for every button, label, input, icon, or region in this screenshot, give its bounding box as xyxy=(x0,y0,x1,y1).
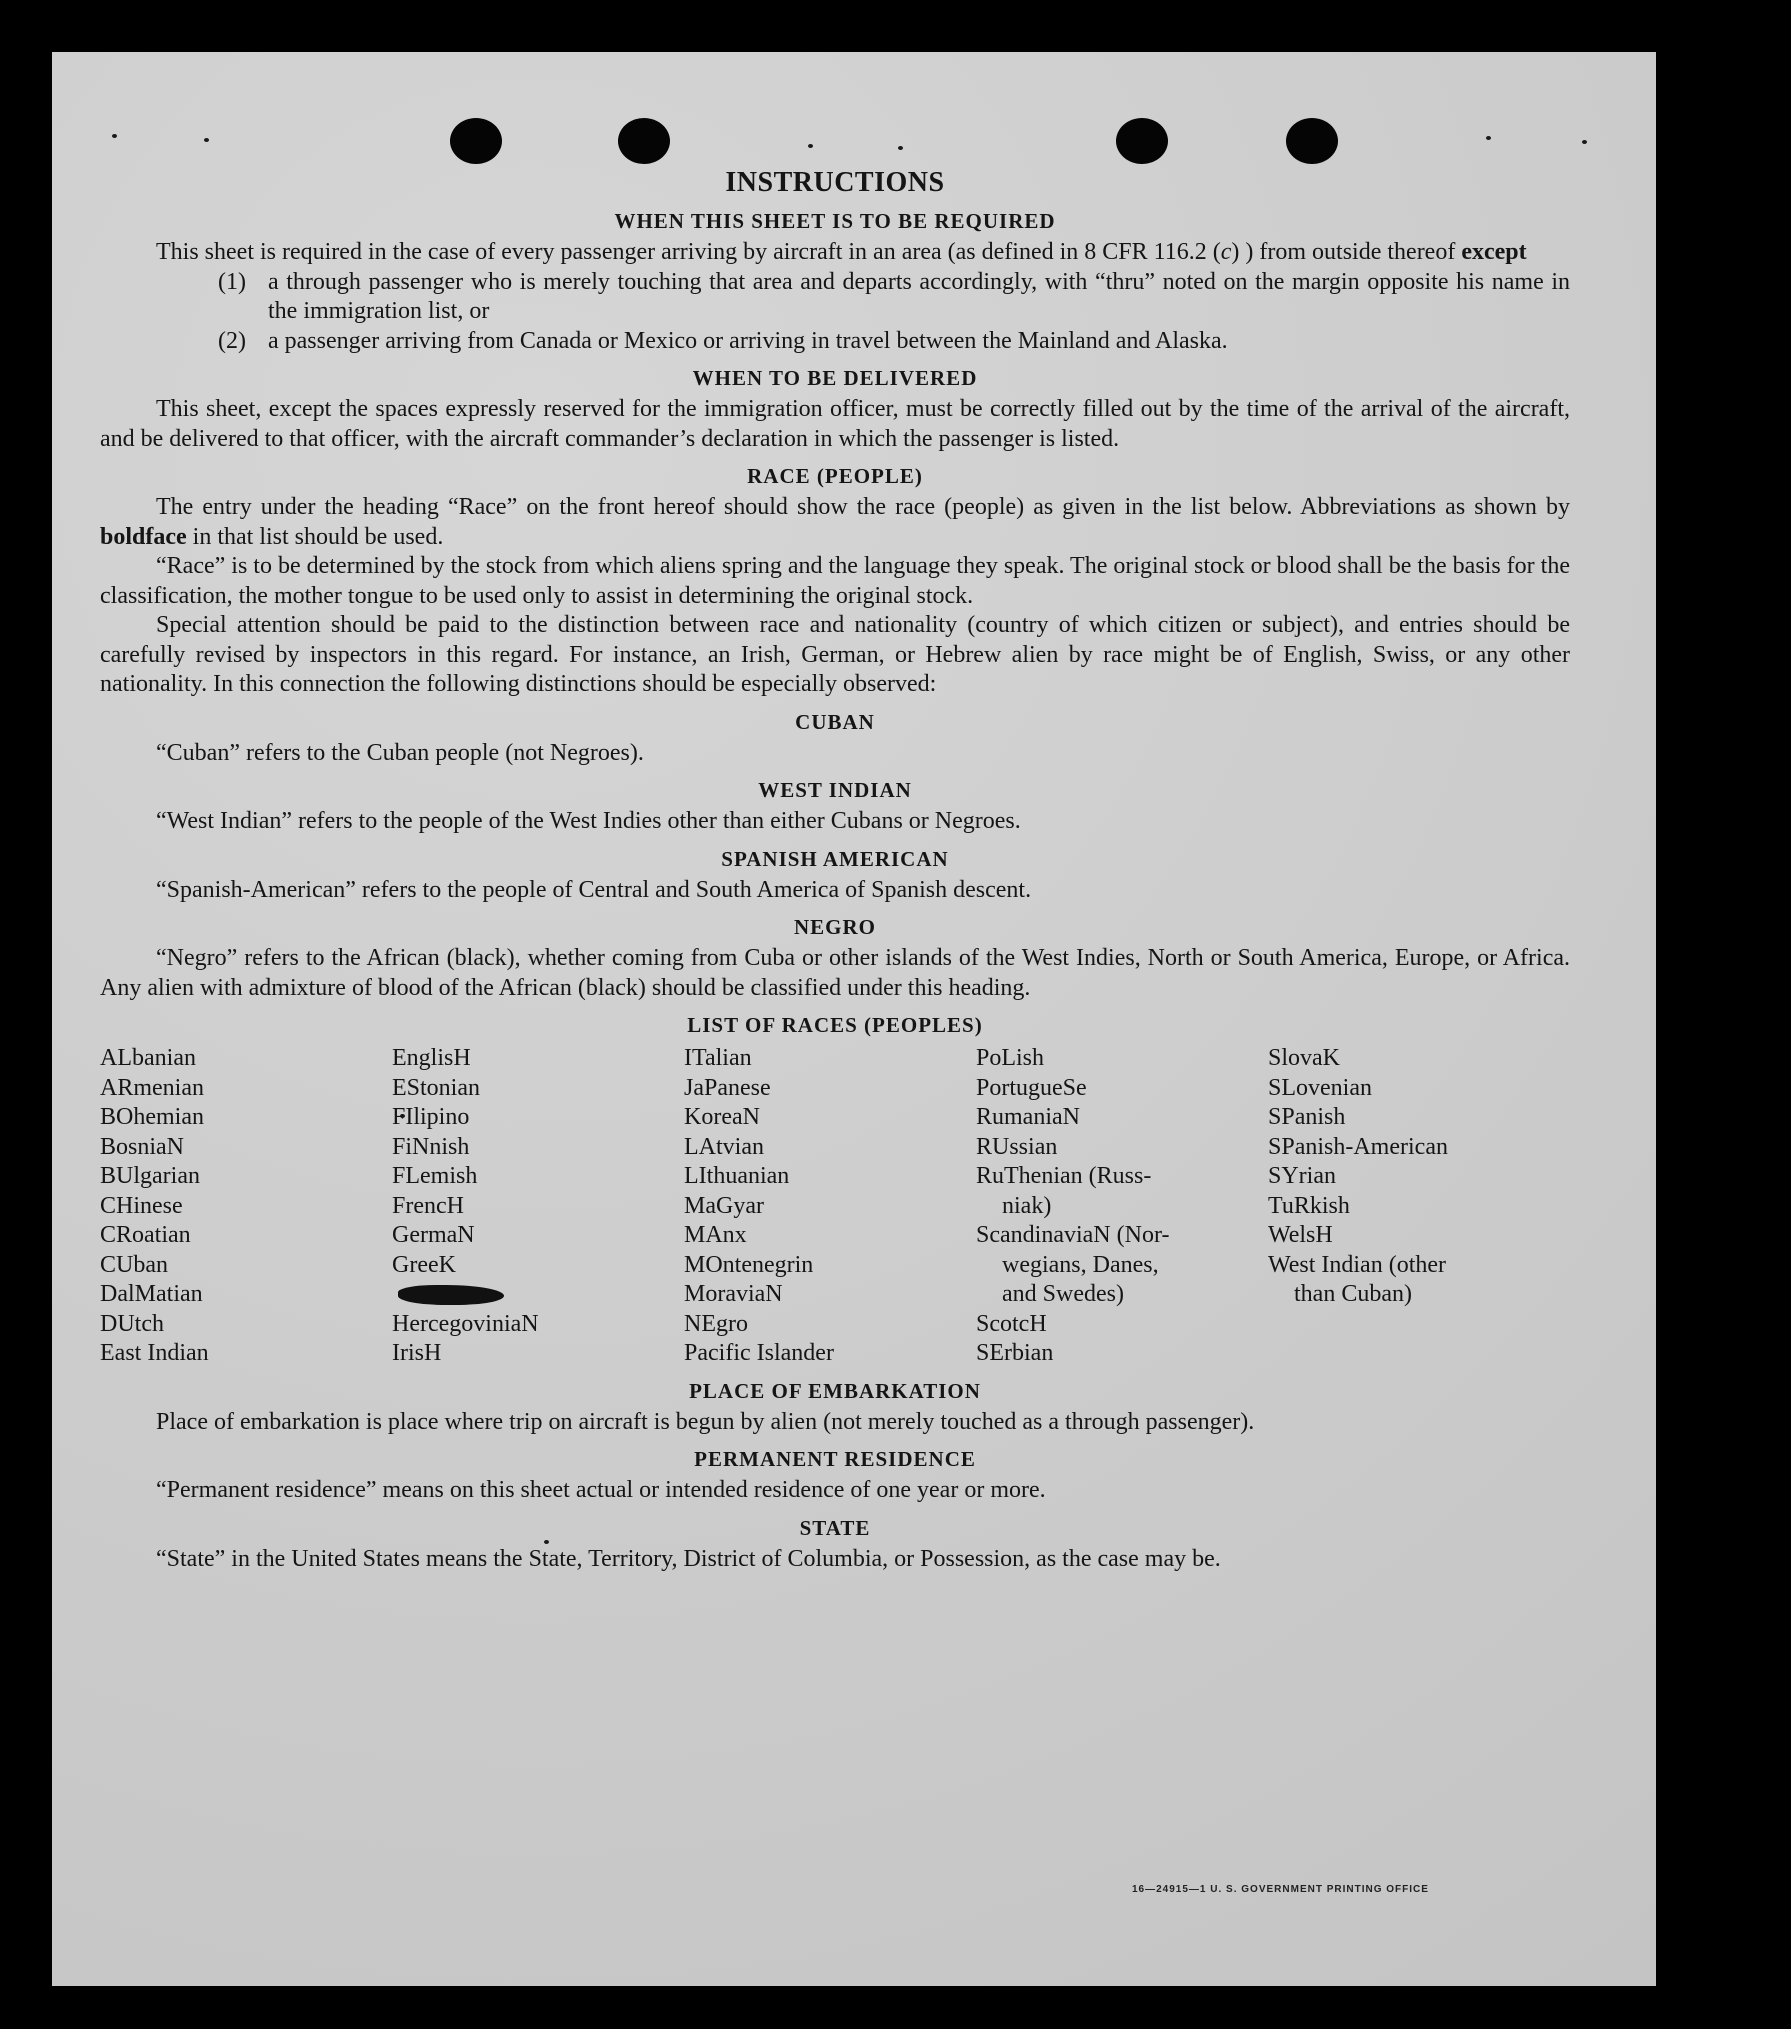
race-entry: West Indian (other xyxy=(1268,1251,1447,1278)
races-column xyxy=(392,1044,684,1369)
race-entry: CUban xyxy=(100,1251,168,1278)
race-entry xyxy=(392,1280,684,1310)
race-paragraph-2: “Race” is to be determined by the stock from which aliens spring and the language they speak. The original stock or blood shall be the basis for the classification, the mother tongue to be used only to assist in determining the original stock. xyxy=(100,553,1570,609)
race-entry: SPanish xyxy=(1268,1104,1346,1130)
race-entry: LIthuanian xyxy=(684,1163,790,1189)
heading-spanish-american: SPANISH AMERICAN xyxy=(721,846,949,871)
races-column xyxy=(976,1044,1268,1369)
race-entry: BOhemian xyxy=(100,1104,204,1130)
race-entry: Pacific Islander xyxy=(684,1340,834,1366)
race-entry: IrisH xyxy=(392,1340,442,1366)
race-entry: East Indian xyxy=(100,1340,209,1366)
instructions-content xyxy=(100,167,1570,1574)
cuban-text: “Cuban” refers to the Cuban people (not Negroes). xyxy=(156,739,644,766)
dust-speck xyxy=(204,138,209,142)
race-entry: wegians, Danes, xyxy=(1002,1251,1159,1278)
required-intro: This sheet is required in the case of every passenger arriving by aircraft in an area (as defined in 8 CFR 116.2 (c) ) from outside thereof except xyxy=(156,239,1527,265)
delivered-text: This sheet, except the spaces expressly reserved for the immigration officer, must be correctly filled out by the time of the arrival of the aircraft, and be delivered to that officer, with the aircraft commander’s declaration in which the passenger is listed. xyxy=(100,396,1570,452)
race-entry: SYrian xyxy=(1268,1163,1336,1189)
race-entry: MOntenegrin xyxy=(684,1251,814,1278)
negro-text: “Negro” refers to the African (black), whether coming from Cuba or other islands of the West Indies, North or South America, Europe, or Africa. Any alien with admixture of blood of the African (black) should be classified under this heading. xyxy=(100,945,1570,1001)
race-entry: HercegoviniaN xyxy=(392,1310,539,1337)
punch-hole xyxy=(1116,118,1168,164)
west-indian-text: “West Indian” refers to the people of the West Indies other than either Cubans or Negroes. xyxy=(156,808,1021,834)
race-entry: niak) xyxy=(1002,1192,1052,1219)
heading-negro: NEGRO xyxy=(793,915,876,939)
printing-office-footer: 16—24915—1 U. S. GOVERNMENT PRINTING OFFICE xyxy=(1132,1884,1429,1895)
embarkation-text: Place of embarkation is place where trip on aircraft is begun by alien (not merely touched as a through passenger). xyxy=(156,1408,1255,1435)
heading-delivered: WHEN TO BE DELIVERED xyxy=(692,366,978,390)
redaction-mark xyxy=(398,1285,504,1305)
race-entry: FiNnish xyxy=(392,1133,470,1160)
races-column xyxy=(1268,1044,1560,1369)
races-list xyxy=(100,1044,1570,1369)
heading-state: STATE xyxy=(799,1515,871,1540)
race-entry: RuThenian (Russ- xyxy=(976,1163,1152,1189)
race-entry: ALbanian xyxy=(100,1045,196,1071)
race-entry: DalMatian xyxy=(100,1281,203,1307)
race-entry: CRoatian xyxy=(100,1222,191,1248)
races-column xyxy=(100,1044,392,1369)
dust-speck xyxy=(898,146,903,150)
race-entry: SlovaK xyxy=(1268,1045,1340,1071)
race-entry: SLovenian xyxy=(1268,1074,1372,1101)
race-entry: BosniaN xyxy=(100,1133,184,1160)
race-entry: TuRkish xyxy=(1268,1192,1350,1219)
race-entry: ScotcH xyxy=(976,1310,1047,1337)
race-entry: and Swedes) xyxy=(1002,1281,1124,1307)
race-entry: FrencH xyxy=(392,1192,464,1219)
race-entry: ITalian xyxy=(684,1045,752,1071)
race-entry: PortugueSe xyxy=(976,1074,1087,1101)
race-entry: MaGyar xyxy=(684,1192,764,1219)
race-entry: CHinese xyxy=(100,1192,183,1219)
required-item-1: (1) a through passenger who is merely touching that area and departs accordingly, with “thru” noted on the margin opposite his name in the immigration list, or xyxy=(218,268,1570,324)
required-item-2: (2) a passenger arriving from Canada or Mexico or arriving in travel between the Mainland and Alaska. xyxy=(218,327,1228,354)
race-entry: DUtch xyxy=(100,1310,164,1337)
race-paragraph-1: The entry under the heading “Race” on the front hereof should show the race (people) as given in the list below. Abbreviations as shown by boldface in that list should be used. xyxy=(100,494,1570,550)
race-entry: SPanish-American xyxy=(1268,1133,1448,1160)
punch-hole xyxy=(1286,118,1338,164)
race-entry: RUssian xyxy=(976,1133,1058,1160)
race-entry: EnglisH xyxy=(392,1045,471,1071)
race-entry: EStonian xyxy=(392,1074,480,1101)
residence-text: “Permanent residence” means on this sheet actual or intended residence of one year or more. xyxy=(156,1477,1046,1503)
page-title: INSTRUCTIONS xyxy=(725,167,945,198)
race-entry: KoreaN xyxy=(684,1104,760,1130)
dust-speck xyxy=(112,134,117,138)
race-entry: GreeK xyxy=(392,1251,456,1278)
state-text: “State” in the United States means the State, Territory, District of Columbia, or Possession, as the case may be. xyxy=(156,1545,1221,1572)
dust-speck xyxy=(1582,140,1587,144)
race-entry: PoLish xyxy=(976,1045,1045,1071)
heading-permanent-residence: PERMANENT RESIDENCE xyxy=(694,1447,976,1471)
spanish-american-text: “Spanish-American” refers to the people of Central and South America of Spanish descent. xyxy=(156,876,1032,903)
heading-west-indian: WEST INDIAN xyxy=(758,778,912,802)
race-entry: ScandinaviaN (Nor- xyxy=(976,1222,1170,1248)
heading-cuban: CUBAN xyxy=(795,709,875,734)
race-entry: WelsH xyxy=(1268,1222,1333,1248)
heading-race: RACE (PEOPLE) xyxy=(747,464,923,488)
race-entry: JaPanese xyxy=(684,1074,771,1101)
race-entry: FLemish xyxy=(392,1163,478,1189)
punch-hole xyxy=(450,118,502,164)
heading-list-of-races: LIST OF RACES (PEOPLES) xyxy=(687,1013,983,1037)
form-back-page xyxy=(52,52,1656,1986)
dust-speck xyxy=(1486,136,1491,140)
race-entry: MoraviaN xyxy=(684,1281,783,1307)
punch-hole xyxy=(618,118,670,164)
race-entry: than Cuban) xyxy=(1294,1281,1412,1307)
race-entry: BUlgarian xyxy=(100,1163,200,1189)
race-entry: LAtvian xyxy=(684,1133,764,1160)
dust-speck xyxy=(808,144,813,148)
race-entry: GermaN xyxy=(392,1222,475,1248)
heading-required: WHEN THIS SHEET IS TO BE REQUIRED xyxy=(614,209,1056,233)
race-entry: FIlipino xyxy=(392,1104,470,1130)
race-entry: NEgro xyxy=(684,1310,748,1337)
race-entry: ARmenian xyxy=(100,1074,204,1101)
race-paragraph-3: Special attention should be paid to the distinction between race and nationality (country of which citizen or subject), and entries should be carefully revised by inspectors in this regard. For instance, an Irish, German, or Hebrew alien by race might be of English, Swiss, or any other nationality. In this connection the following distinctions should be especially observed: xyxy=(100,612,1570,697)
race-entry: RumaniaN xyxy=(976,1104,1080,1130)
race-entry: SErbian xyxy=(976,1340,1054,1366)
races-column xyxy=(684,1044,976,1369)
heading-embarkation: PLACE OF EMBARKATION xyxy=(689,1378,981,1403)
race-entry: MAnx xyxy=(684,1222,747,1248)
